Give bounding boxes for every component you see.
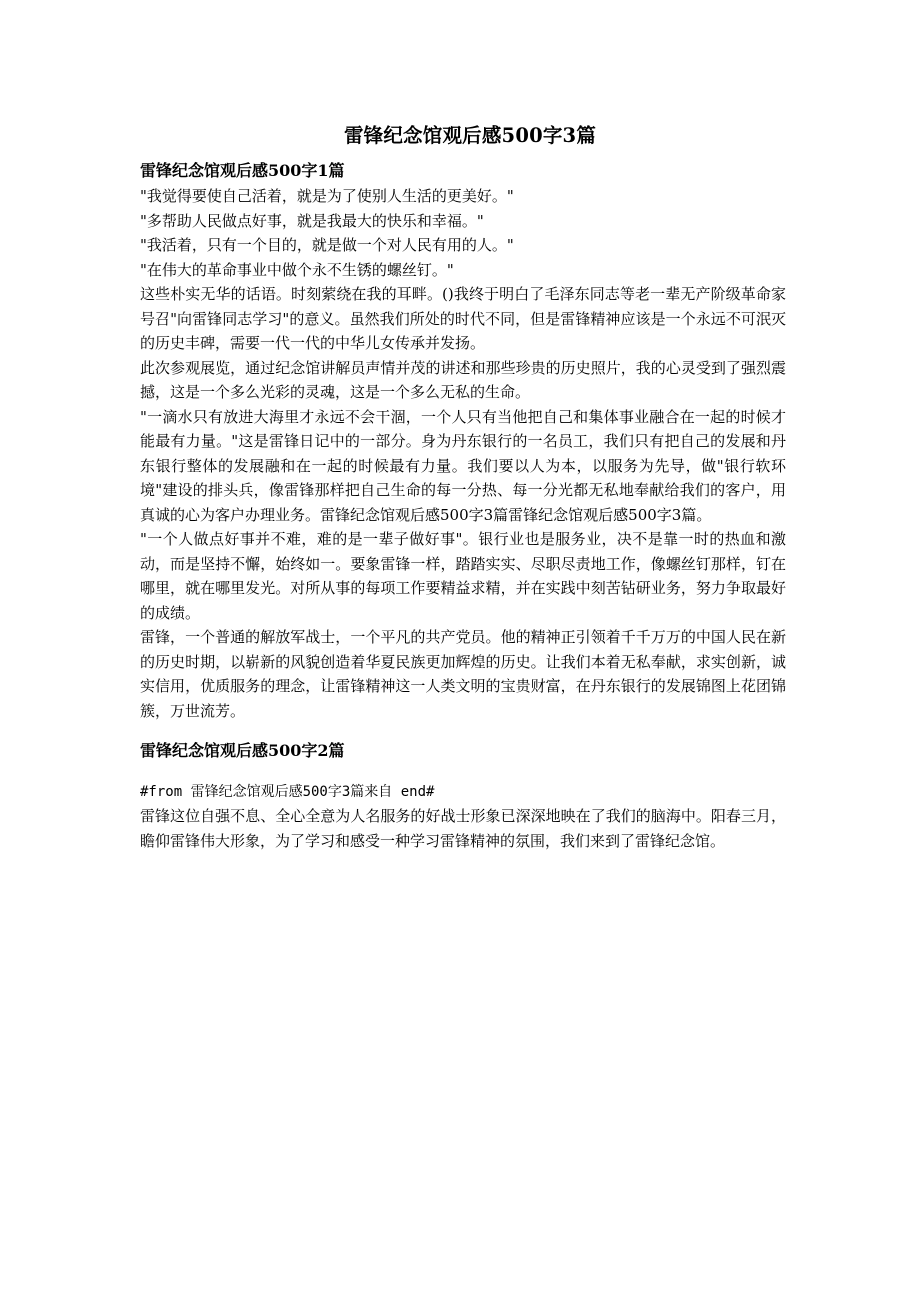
- quote-3: "我活着，只有一个目的，就是做一个对人民有用的人。": [140, 236, 514, 254]
- paragraph-5: 雷锋，一个普通的解放军战士，一个平凡的共产党员。他的精神正引领着千千万万的中国人民在新的历史时期，以崭新的风貌创造着华夏民族更加辉煌的历史。让我们本着无私奉献，求实创新，诚实信用，优质服务的理念，让雷锋精神这一人类文明的宝贵财富，在丹东银行的发展锦图上花团锦簇，万世流芳。: [140, 628, 786, 720]
- quote-2: "多帮助人民做点好事，就是我最大的快乐和幸福。": [140, 211, 484, 230]
- quote-4: "在伟大的革命事业中做个永不生锈的螺丝钉。": [140, 260, 454, 279]
- document-title: 雷锋纪念馆观后感500字3篇: [343, 124, 597, 147]
- paragraph-4: "一个人做点好事并不难，难的是一辈子做好事"。银行业也是服务业，决不是靠一时的热血和激动，而是坚持不懈，始终如一。要象雷锋一样，踏踏实实、尽职尽责地工作，像螺丝钉那样，钉在哪里，就在哪里发光。对所从事的每项工作要精益求精，并在实践中刻苦钻研业务，努力争取最好的成绩。: [140, 530, 786, 622]
- quote-1: "我觉得要使自己活着，就是为了使别人生活的更美好。": [140, 187, 514, 205]
- source-marker: #from 雷锋纪念馆观后感500字3篇来自 end#: [140, 784, 435, 800]
- paragraph-3: "一滴水只有放进大海里才永远不会干涸，一个人只有当他把自己和集体事业融合在一起的时候才能最有力量。"这是雷锋日记中的一部分。身为丹东银行的一名员工，我们只有把自己的发展和丹东银行整体的发展融和在一起的时候最有力量。我们要以人为本，以服务为先导，做"银行软环境"建设的排头兵，像雷锋那样把自己生命的每一分热、每一分光都无私地奉献给我们的客户，用真诚的心为客户办理业务。雷锋纪念馆观后感500字3篇雷锋纪念馆观后感500字3篇。: [140, 407, 786, 524]
- paragraph-2: 此次参观展览，通过纪念馆讲解员声情并茂的讲述和那些珍贵的历史照片，我的心灵受到了强烈震撼，这是一个多么光彩的灵魂，这是一个多么无私的生命。: [140, 358, 786, 401]
- section-1-heading: 雷锋纪念馆观后感500字1篇: [140, 161, 345, 180]
- document-body: [140, 120, 786, 853]
- section-2-heading: 雷锋纪念馆观后感500字2篇: [140, 741, 345, 760]
- section-2-paragraph-1: 雷锋这位自强不息、全心全意为人名服务的好战士形象已深深地映在了我们的脑海中。阳春三月，瞻仰雷锋伟大形象，为了学习和感受一种学习雷锋精神的氛围，我们来到了雷锋纪念馆。: [140, 807, 786, 850]
- paragraph-1: 这些朴实无华的话语。时刻萦绕在我的耳畔。()我终于明白了毛泽东同志等老一辈无产阶级革命家号召"向雷锋同志学习"的意义。虽然我们所处的时代不同，但是雷锋精神应该是一个永远不可泯灭的历史丰碑，需要一代一代的中华儿女传承并发扬。: [140, 285, 786, 352]
